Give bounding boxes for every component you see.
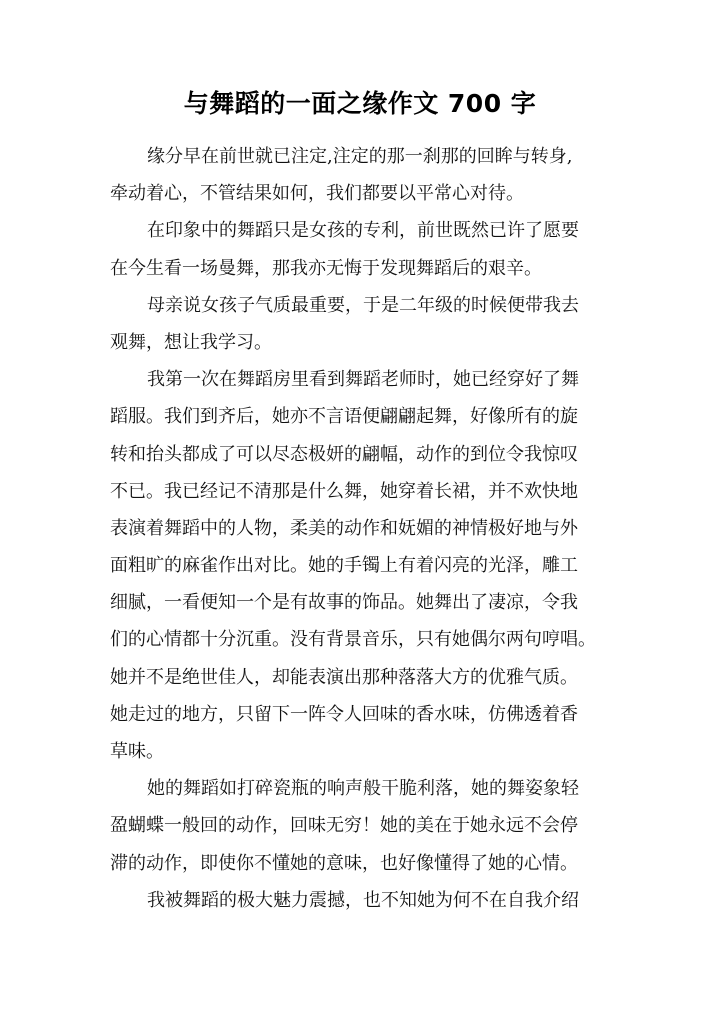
text-line: 表演着舞蹈中的人物，柔美的动作和妩媚的神情极好地与外 xyxy=(110,517,578,539)
document-title: 与舞蹈的一面之缘作文 700 字 xyxy=(183,89,537,118)
text-line: 在印象中的舞蹈只是女孩的专利，前世既然已许了愿要 xyxy=(147,220,579,242)
text-line: 她的舞蹈如打碎瓷瓶的响声般干脆利落，她的舞姿象轻 xyxy=(147,778,579,800)
text-line: 转和抬头都成了可以尽态极妍的翩幅，动作的到位令我惊叹 xyxy=(110,443,578,465)
text-line: 面粗旷的麻雀作出对比。她的手镯上有着闪亮的光泽，雕工 xyxy=(110,555,578,577)
text-line: 我第一次在舞蹈房里看到舞蹈老师时，她已经穿好了舞 xyxy=(147,369,579,391)
text-line: 草味。 xyxy=(110,741,164,762)
text-line: 她并不是绝世佳人，却能表演出那种落落大方的优雅气质。 xyxy=(110,666,578,688)
text-line: 牵动着心，不管结果如何，我们都要以平常心对待。 xyxy=(110,183,524,205)
document-body xyxy=(110,138,610,919)
text-line: 她走过的地方，只留下一阵令人回味的香水味，仿佛透着香 xyxy=(110,703,578,725)
text-line: 观舞，想让我学习。 xyxy=(110,331,272,353)
text-line: 们的心情都十分沉重。没有背景音乐，只有她偶尔两句哼唱。 xyxy=(110,629,596,651)
text-line: 蹈服。我们到齐后，她亦不言语便翩翩起舞，好像所有的旋 xyxy=(110,406,578,428)
text-line: 母亲说女孩子气质最重要，于是二年级的时候便带我去 xyxy=(147,294,579,316)
text-line: 盈蝴蝶一般回的动作，回味无穷！她的美在于她永远不会停 xyxy=(110,815,578,837)
text-line: 不已。我已经记不清那是什么舞，她穿着长裙，并不欢快地 xyxy=(110,480,578,502)
text-line: 细腻，一看便知一个是有故事的饰品。她舞出了凄凉，令我 xyxy=(110,592,578,614)
text-line: 在今生看一场曼舞，那我亦无悔于发现舞蹈后的艰辛。 xyxy=(110,257,542,279)
text-line: 滞的动作，即使你不懂她的意味，也好像懂得了她的心情。 xyxy=(110,852,578,874)
text-line: 缘分早在前世就已注定,注定的那一刹那的回眸与转身, xyxy=(147,146,573,167)
text-line: 我被舞蹈的极大魅力震撼，也不知她为何不在自我介绍 xyxy=(147,889,579,911)
